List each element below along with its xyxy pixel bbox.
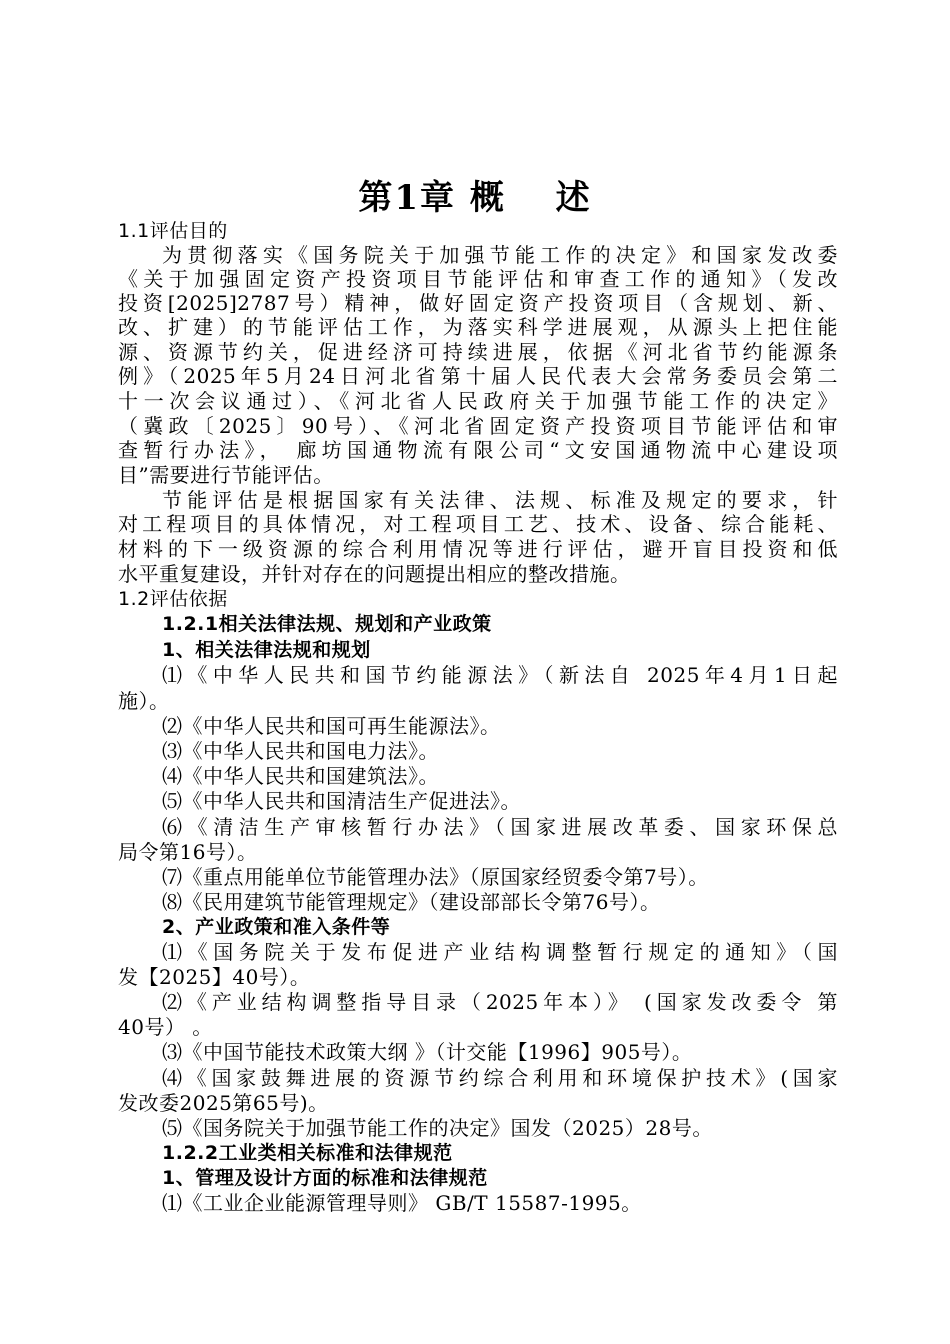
- paragraph-line: 节能评估是根据国家有关法律、法规、标准及规定的要求，针: [162, 488, 838, 512]
- list-item: 施）。: [118, 689, 170, 713]
- subheading-policies: 2、产业政策和准入条件等: [162, 916, 391, 938]
- list-item: 发【2025】40号）。: [118, 965, 311, 989]
- paragraph-line: 查暂行办法》， 廊坊国通物流有限公司“文安国通物流中心建设项: [118, 438, 838, 462]
- paragraph-line: 目”需要进行节能评估。: [118, 463, 334, 487]
- list-item: ⑴《国务院关于发布促进产业结构调整暂行规定的通知》（国: [162, 940, 838, 964]
- list-item: ⑹《清洁生产审核暂行办法》（国家进展改革委、国家环保总: [162, 815, 838, 839]
- list-item: ⑵《中华人民共和国可再生能源法》。: [162, 714, 501, 738]
- paragraph-line: 十一次会议通过）、《河北省人民政府关于加强节能工作的决定》: [118, 389, 838, 413]
- list-item: ⑸《国务院关于加强节能工作的决定》国发（2025）28号。: [162, 1116, 713, 1140]
- subheading-laws: 1、相关法律法规和规划: [162, 639, 371, 661]
- list-item: ⑵《产业结构调整指导目录（2025年本）》 (国家发改委令 第: [162, 990, 838, 1014]
- list-item: ⑶《中国节能技术政策大纲 》（计交能【1996】905号）。: [162, 1040, 693, 1064]
- list-item: 局令第16号）。: [118, 840, 258, 864]
- list-item: 40号） 。: [118, 1015, 213, 1039]
- paragraph-line: 源、资源节约关，促进经济可持续进展，依据《河北省节约能源条: [118, 340, 838, 364]
- paragraph-line: 对工程项目的具体情况，对工程项目工艺、技术、设备、综合能耗、: [118, 512, 838, 536]
- subsection-heading-1-2-1: 1.2.1相关法律法规、规划和产业政策: [162, 613, 492, 635]
- list-item: ⑷《国家鼓舞进展的资源节约综合利用和环境保护技术》(国家: [162, 1066, 838, 1090]
- list-item: ⑷《中华人民共和国建筑法》。: [162, 764, 439, 788]
- paragraph-line: 材料的下一级资源的综合利用情况等进行评估，避开盲目投资和低: [118, 537, 838, 561]
- list-item: ⑻《民用建筑节能管理规定》（建设部部长令第76号）。: [162, 890, 661, 914]
- paragraph-line: （冀政〔2025〕90号）、《河北省固定资产投资项目节能评估和审: [118, 414, 838, 438]
- list-item: ⑸《中华人民共和国清洁生产促进法》。: [162, 789, 521, 813]
- subheading-standards: 1、管理及设计方面的标准和法律规范: [162, 1167, 488, 1189]
- paragraph-line: 为贯彻落实《国务院关于加强节能工作的决定》和国家发改委: [162, 243, 838, 267]
- list-item: ⑺《重点用能单位节能管理办法》（原国家经贸委令第7号）。: [162, 865, 709, 889]
- paragraph-line: 水平重复建设，并针对存在的问题提出相应的整改措施。: [118, 562, 631, 586]
- list-item: ⑴《中华人民共和国节约能源法》（新法自 2025年4月1日起: [162, 663, 838, 687]
- paragraph-line: 投资[2025]2787号）精神，做好固定资产投资项目（含规划、新、: [118, 291, 838, 315]
- paragraph-line: 《关于加强固定资产投资项目节能评估和审查工作的通知》（发改: [118, 267, 838, 291]
- paragraph-line: 例》（2025年5月24日河北省第十届人民代表大会常务委员会第二: [118, 364, 838, 388]
- paragraph-line: 改、扩建）的节能评估工作，为落实科学进展观，从源头上把住能: [118, 315, 838, 339]
- list-item: ⑶《中华人民共和国电力法》。: [162, 739, 439, 763]
- subsection-heading-1-2-2: 1.2.2工业类相关标准和法律规范: [162, 1142, 453, 1164]
- section-heading-1-1: 1.1评估目的: [118, 220, 228, 242]
- chapter-title: 第1章 概 述: [358, 178, 592, 218]
- list-item: ⑴《工业企业能源管理导则》 GB/T 15587-1995。: [162, 1191, 642, 1215]
- list-item: 发改委2025第65号)。: [118, 1091, 329, 1115]
- section-heading-1-2: 1.2评估依据: [118, 588, 228, 610]
